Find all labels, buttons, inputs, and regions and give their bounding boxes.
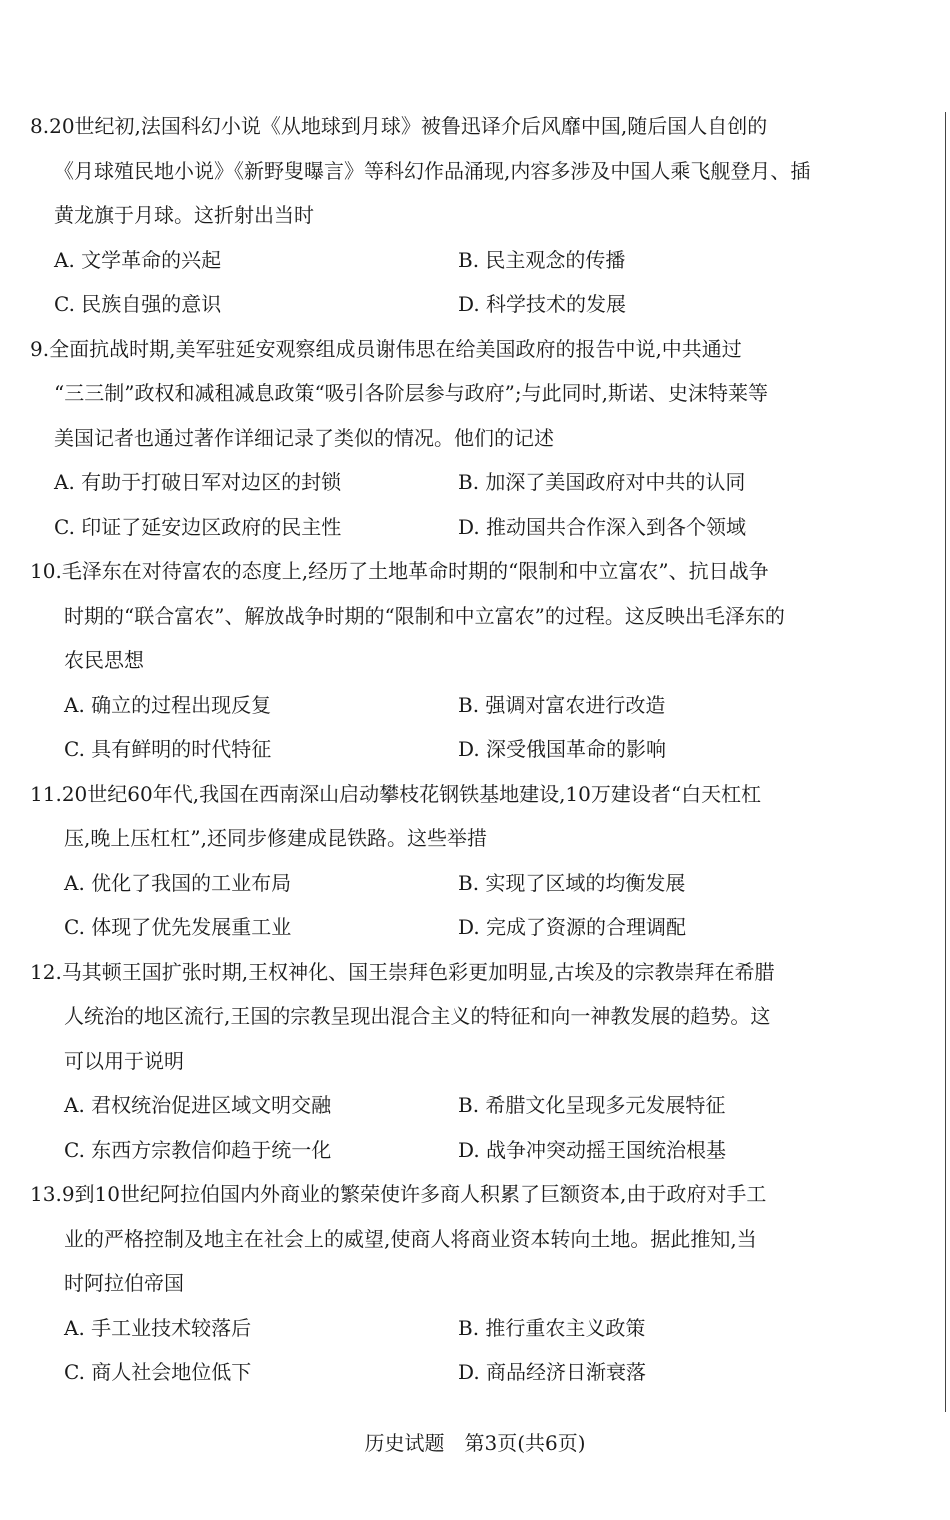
question-8-options — [30, 238, 880, 327]
question-12-line-2: 人统治的地区流行,王国的宗教呈现出混合主义的特征和向一神教发展的趋势。这 — [64, 1004, 771, 1028]
question-9-option-a[interactable]: A. 有助于打破日军对边区的封锁 — [54, 470, 342, 494]
question-10-option-c[interactable]: C. 具有鲜明的时代特征 — [64, 737, 272, 761]
question-10-option-b[interactable]: B. 强调对富农进行改造 — [458, 692, 666, 717]
question-8-option-c[interactable]: C. 民族自强的意识 — [54, 292, 222, 316]
question-12-line-3: 可以用于说明 — [64, 1048, 184, 1073]
question-13-option-a[interactable]: A. 手工业技术较落后 — [64, 1315, 252, 1340]
question-list — [30, 104, 880, 1395]
question-8-line-3: 黄龙旗于月球。这折射出当时 — [54, 203, 314, 227]
question-8-line-2: 《月球殖民地小说》《新野叟曝言》等科幻作品涌现,内容多涉及中国人乘飞舰登月、插 — [54, 158, 811, 183]
question-11-options — [30, 861, 880, 950]
question-12-stem — [30, 950, 880, 1084]
question-12-option-d[interactable]: D. 战争冲突动摇王国统治根基 — [458, 1137, 727, 1162]
question-12-option-b[interactable]: B. 希腊文化呈现多元发展特征 — [458, 1093, 726, 1117]
question-9-number: 9. — [30, 336, 50, 361]
question-9 — [30, 327, 880, 550]
question-10-line-3: 农民思想 — [64, 648, 144, 672]
question-8-line-1: 20世纪初,法国科幻小说《从地球到月球》被鲁迅译介后风靡中国,随后国人自创的 — [49, 114, 768, 138]
question-8-option-b[interactable]: B. 民主观念的传播 — [458, 247, 626, 272]
question-10-number: 10. — [30, 559, 62, 583]
question-13-option-d[interactable]: D. 商品经济日渐衰落 — [458, 1360, 647, 1384]
page-footer: 历史试题 第3页(共6页) — [364, 1431, 586, 1455]
question-12-option-a[interactable]: A. 君权统治促进区域文明交融 — [64, 1093, 332, 1117]
question-13-line-2: 业的严格控制及地主在社会上的威望,使商人将商业资本转向土地。据此推知,当 — [64, 1226, 757, 1251]
question-10-options — [30, 683, 880, 772]
question-11-option-d[interactable]: D. 完成了资源的合理调配 — [458, 915, 687, 939]
question-9-option-c[interactable]: C. 印证了延安边区政府的民主性 — [54, 514, 342, 539]
question-8-stem — [30, 104, 880, 238]
question-8-option-a[interactable]: A. 文学革命的兴起 — [54, 247, 222, 272]
question-11 — [30, 772, 880, 950]
question-9-stem — [30, 327, 880, 461]
question-10-option-d[interactable]: D. 深受俄国革命的影响 — [458, 737, 667, 761]
question-13-line-1: 9到10世纪阿拉伯国内外商业的繁荣使许多商人积累了巨额资本,由于政府对手工 — [61, 1182, 767, 1206]
question-12-options — [30, 1083, 880, 1172]
question-9-line-2: “三三制”政权和减租减息政策“吸引各阶层参与政府”;与此同时,斯诺、史沫特莱等 — [54, 381, 768, 405]
question-11-option-b[interactable]: B. 实现了区域的均衡发展 — [458, 870, 686, 895]
question-13-stem — [30, 1172, 880, 1306]
question-11-option-a[interactable]: A. 优化了我国的工业布局 — [64, 870, 292, 895]
question-11-line-2: 压,晚上压杠杠”,还同步修建成昆铁路。这些举措 — [64, 826, 487, 850]
question-12-line-1: 马其顿王国扩张时期,王权神化、国王崇拜色彩更加明显,古埃及的宗教崇拜在希腊 — [61, 959, 775, 984]
question-9-line-3: 美国记者也通过著作详细记录了类似的情况。他们的记述 — [54, 425, 554, 450]
question-10-option-a[interactable]: A. 确立的过程出现反复 — [64, 692, 272, 717]
question-8-option-d[interactable]: D. 科学技术的发展 — [458, 292, 627, 316]
question-8 — [30, 104, 880, 327]
question-13-option-b[interactable]: B. 推行重农主义政策 — [458, 1315, 646, 1340]
question-9-line-1: 全面抗战时期,美军驻延安观察组成员谢伟思在给美国政府的报告中说,中共通过 — [49, 336, 742, 361]
question-12 — [30, 950, 880, 1173]
question-9-option-b[interactable]: B. 加深了美国政府对中共的认同 — [458, 470, 746, 494]
question-13-number: 13. — [30, 1182, 62, 1206]
question-11-stem — [30, 772, 880, 861]
question-10-stem — [30, 549, 880, 683]
question-10-line-2: 时期的“联合富农”、解放战争时期的“限制和中立富农”的过程。这反映出毛泽东的 — [64, 603, 785, 628]
question-12-option-c[interactable]: C. 东西方宗教信仰趋于统一化 — [64, 1137, 332, 1162]
question-11-option-c[interactable]: C. 体现了优先发展重工业 — [64, 915, 292, 939]
question-11-number: 11. — [30, 781, 62, 806]
question-9-options — [30, 460, 880, 549]
question-8-number: 8. — [30, 114, 50, 138]
page-edge-line — [945, 112, 946, 1412]
question-11-line-1: 20世纪60年代,我国在西南深山启动攀枝花钢铁基地建设,10万建设者“白天杠杠 — [61, 781, 762, 806]
question-10 — [30, 549, 880, 772]
question-13 — [30, 1172, 880, 1395]
question-9-option-d[interactable]: D. 推动国共合作深入到各个领域 — [458, 514, 747, 539]
question-13-options — [30, 1306, 880, 1395]
question-13-line-3: 时阿拉伯帝国 — [64, 1271, 184, 1295]
question-13-option-c[interactable]: C. 商人社会地位低下 — [64, 1360, 252, 1384]
question-12-number: 12. — [30, 959, 62, 984]
question-10-line-1: 毛泽东在对待富农的态度上,经历了土地革命时期的“限制和中立富农”、抗日战争 — [61, 559, 769, 583]
